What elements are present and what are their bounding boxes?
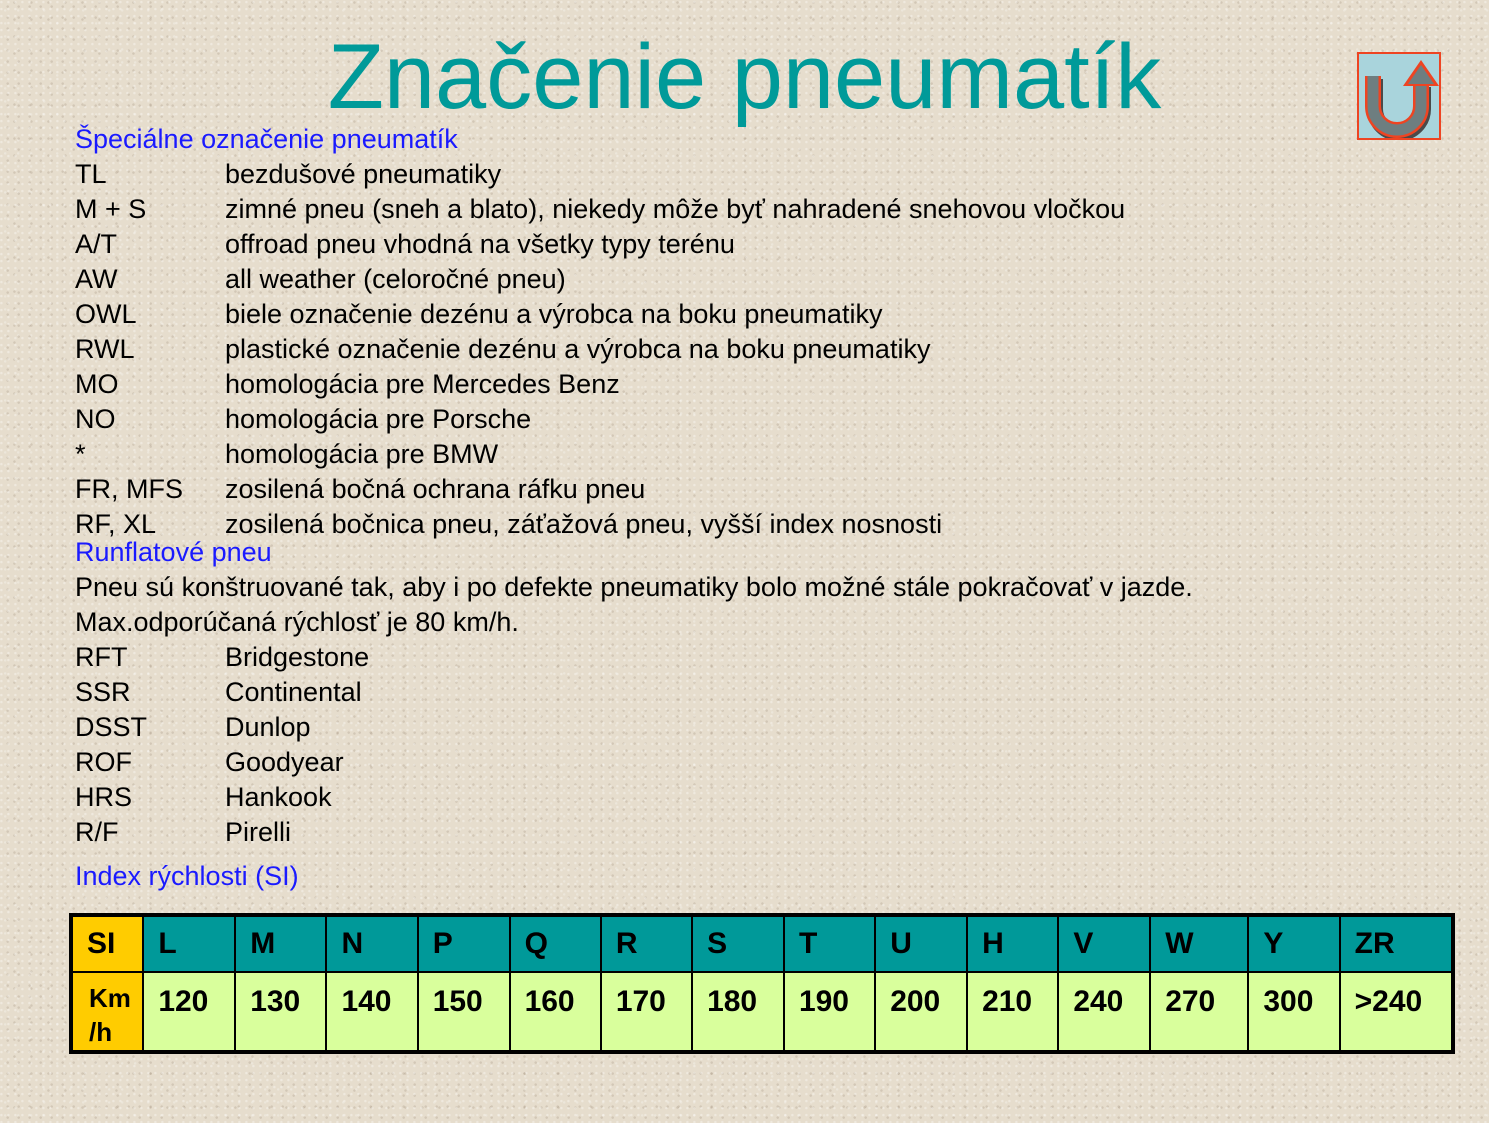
item-code: R/F [75, 817, 119, 847]
item-code: TL [75, 159, 107, 189]
item-description: Bridgestone [225, 642, 370, 672]
speed-code-cell: L [143, 915, 235, 972]
item-code: OWL [75, 299, 137, 329]
item-description: Hankook [225, 782, 332, 812]
page-title: Značenie pneumatík [327, 26, 1162, 128]
speed-code-cell: R [601, 915, 692, 972]
speed-value-cell: 160 [510, 972, 601, 1052]
item-description: Goodyear [225, 747, 344, 777]
kmh-label-cell [71, 972, 143, 1052]
item-description: all weather (celoročné pneu) [225, 264, 566, 294]
speed-value-cell: 210 [967, 972, 1058, 1052]
item-code: M + S [75, 194, 147, 224]
speed-value-cell: 130 [235, 972, 326, 1052]
speed-value-cell: 300 [1248, 972, 1339, 1052]
item-description: zimné pneu (sneh a blato), niekedy môže byť nahradené snehovou vločkou [225, 194, 1126, 224]
item-description: Continental [225, 677, 362, 707]
speed-code-cell: M [235, 915, 326, 972]
speed-code-cell: Y [1248, 915, 1339, 972]
special-marking-heading: Špeciálne označenie pneumatík [75, 124, 458, 154]
item-description: plastické označenie dezénu a výrobca na boku pneumatiky [225, 334, 931, 364]
speed-value-cell: 200 [875, 972, 967, 1052]
item-description: biele označenie dezénu a výrobca na boku pneumatiky [225, 299, 883, 329]
speed-code-cell: W [1150, 915, 1248, 972]
speed-value-cell: >240 [1340, 972, 1453, 1052]
speed-index-table [69, 913, 1455, 1054]
speed-code-cell: ZR [1340, 915, 1453, 972]
speed-value-cell: 270 [1150, 972, 1248, 1052]
item-description: homologácia pre Porsche [225, 404, 532, 434]
speed-code-cell: V [1058, 915, 1150, 972]
item-code: A/T [75, 229, 118, 259]
speed-value-cell: 170 [601, 972, 692, 1052]
item-code: RWL [75, 334, 135, 364]
kmh-label-line1: Km [89, 983, 131, 1013]
speed-code-cell: H [967, 915, 1058, 972]
item-description: Dunlop [225, 712, 311, 742]
item-description: homologácia pre Mercedes Benz [225, 369, 620, 399]
speed-code-cell: P [418, 915, 510, 972]
item-code: RFT [75, 642, 128, 672]
item-description: zosilená bočnica pneu, záťažová pneu, vyšší index nosnosti [225, 509, 943, 539]
runflat-heading: Runflatové pneu [75, 537, 272, 567]
speed-code-cell: N [326, 915, 417, 972]
speed-value-cell: 120 [143, 972, 235, 1052]
speed-value-cell: 240 [1058, 972, 1150, 1052]
item-description: bezdušové pneumatiky [225, 159, 502, 189]
item-code: DSST [75, 712, 148, 742]
speed-index-values-row [71, 972, 1453, 1052]
item-description: zosilená bočná ochrana ráfku pneu [225, 474, 646, 504]
runflat-max-speed: Max.odporúčaná rýchlosť je 80 km/h. [75, 607, 519, 637]
item-code: FR, MFS [75, 474, 183, 504]
item-description: homologácia pre BMW [225, 439, 499, 469]
item-code: MO [75, 369, 119, 399]
speed-code-cell: S [692, 915, 784, 972]
speed-value-cell: 140 [326, 972, 417, 1052]
speed-value-cell: 190 [784, 972, 875, 1052]
item-code: SSR [75, 677, 131, 707]
item-code: HRS [75, 782, 133, 812]
back-button[interactable] [1357, 52, 1441, 140]
item-description: offroad pneu vhodná na všetky typy terénu [225, 229, 735, 259]
speed-code-cell: U [875, 915, 967, 972]
item-code: AW [75, 264, 118, 294]
speed-code-cell: Q [510, 915, 601, 972]
kmh-label-line2: /h [89, 1017, 113, 1047]
speed-index-heading: Index rýchlosti (SI) [75, 861, 299, 891]
si-label-cell: SI [71, 915, 143, 972]
speed-value-cell: 150 [418, 972, 510, 1052]
item-code: * [75, 439, 86, 469]
item-description: Pirelli [225, 817, 292, 847]
speed-value-cell: 180 [692, 972, 784, 1052]
item-code: NO [75, 404, 116, 434]
u-turn-arrow-icon [1359, 54, 1439, 138]
item-code: ROF [75, 747, 132, 777]
speed-index-header-row [71, 915, 1453, 972]
item-code: RF, XL [75, 509, 157, 539]
speed-code-cell: T [784, 915, 875, 972]
runflat-description: Pneu sú konštruované tak, aby i po defekte pneumatiky bolo možné stále pokračovať v jazde. [75, 572, 1193, 602]
